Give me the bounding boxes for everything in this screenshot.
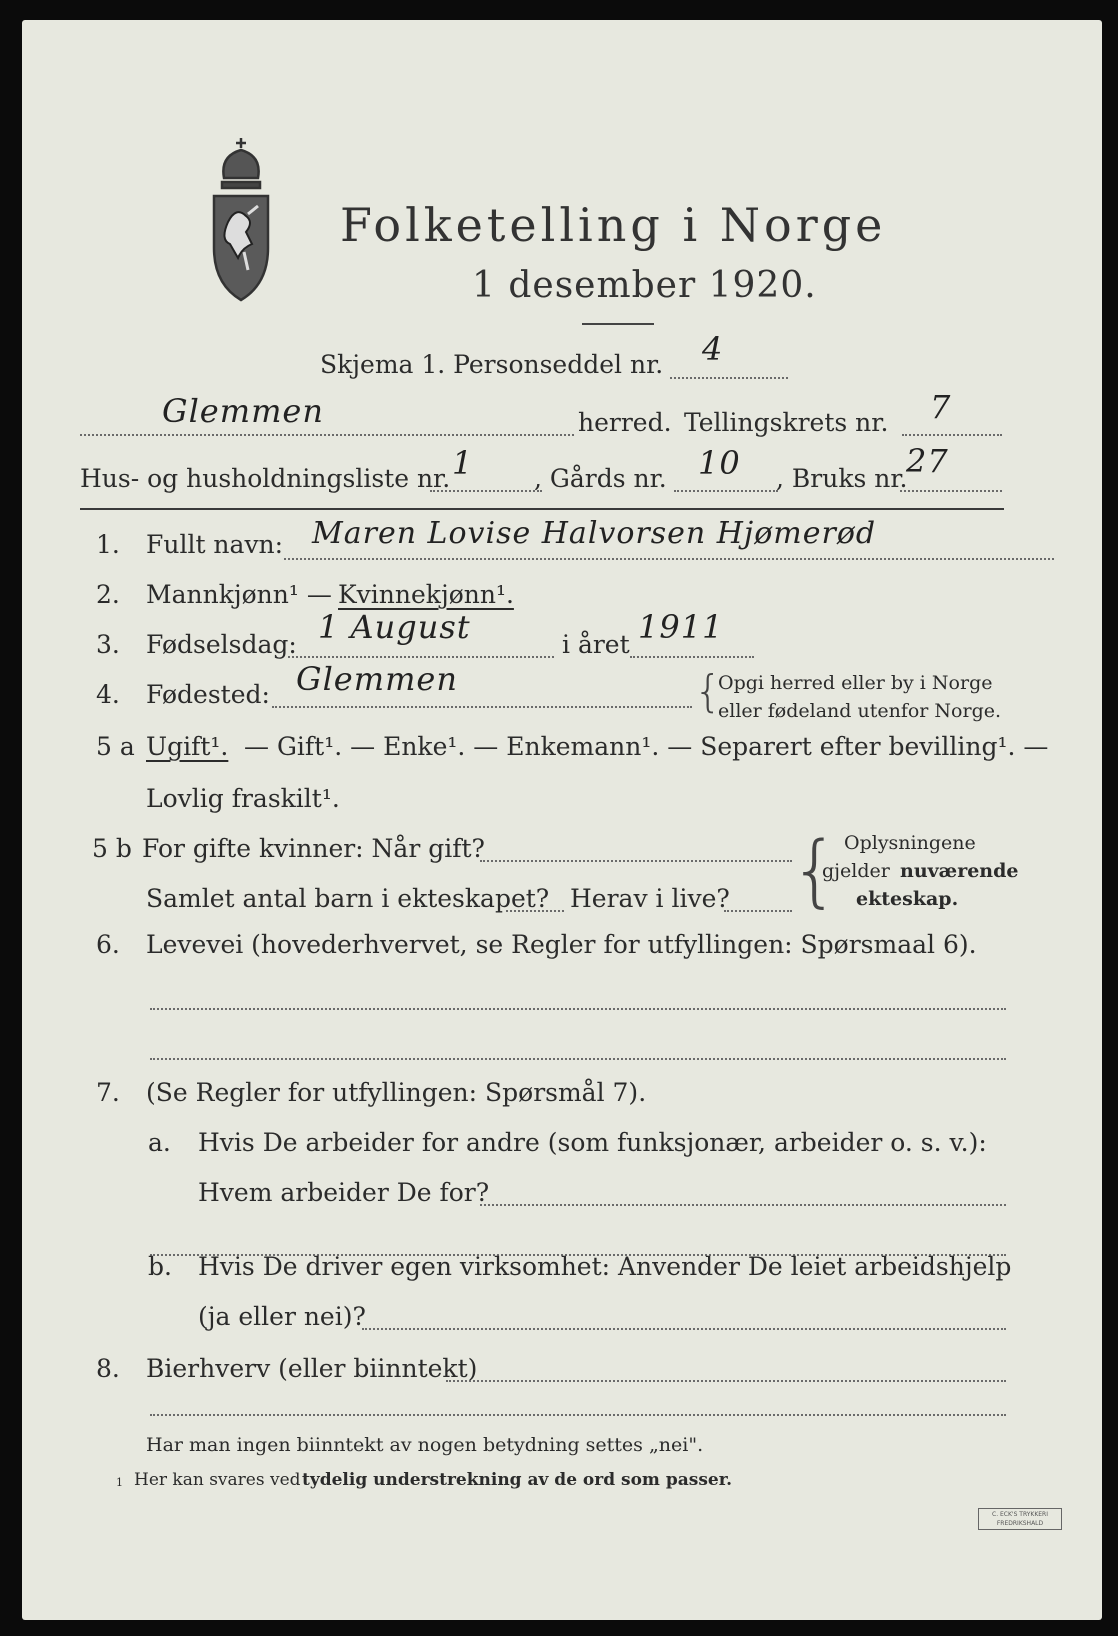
birthplace-value[interactable]: Glemmen [296, 660, 458, 698]
q5b-note-line2a: gjelder [822, 860, 890, 882]
gards-value[interactable]: 10 [698, 444, 741, 482]
q5a-number: 5 a [96, 732, 135, 761]
q4-line [272, 706, 692, 708]
q5a-ugift-selected[interactable]: Ugift¹. [146, 732, 229, 761]
q4-number: 4. [96, 680, 120, 709]
no-income-note: Har man ingen biinntekt av nogen betydning settes „nei". [146, 1434, 704, 1456]
q2-number: 2. [96, 580, 120, 609]
herred-value[interactable]: Glemmen [162, 392, 324, 430]
birthdate-value[interactable]: 1 August [318, 608, 471, 646]
skjema-label: Skjema 1. Personseddel nr. [320, 350, 664, 379]
printer-stamp-line2: FREDRIKSHALD [996, 1520, 1044, 1527]
q4-note-line2: eller fødeland utenfor Norge. [718, 700, 1002, 722]
q1-line [284, 558, 1054, 560]
footnote-mark: 1 [116, 1476, 123, 1489]
q6-label: Levevei (hovederhvervet, se Regler for utfyllingen: Spørsmaal 6). [146, 930, 977, 959]
q5b-children-line [506, 910, 564, 912]
q7b-letter: b. [148, 1252, 172, 1281]
husholdningsliste-value[interactable]: 1 [452, 444, 474, 482]
q6-line2 [150, 1058, 1006, 1060]
q5b-note-line3: ekteskap. [856, 888, 959, 910]
husholdningsliste-line [430, 490, 542, 492]
q5a-line2[interactable]: Lovlig fraskilt¹. [146, 784, 340, 813]
q5b-children-label: Samlet antal barn i ekteskapet? [146, 884, 550, 913]
q7b-answer-line [362, 1328, 1006, 1330]
bruks-value[interactable]: 27 [906, 442, 949, 480]
q2-mannkjonn[interactable]: Mannkjønn¹ — [146, 580, 332, 609]
q5a-options[interactable]: — Gift¹. — Enke¹. — Enkemann¹. — Separert efter bevilling¹. — [244, 732, 1049, 761]
q7a-line1: Hvis De arbeider for andre (som funksjonær, arbeider o. s. v.): [198, 1128, 987, 1157]
q7-number: 7. [96, 1078, 120, 1107]
gards-line [674, 490, 778, 492]
q3-number: 3. [96, 630, 120, 659]
bruks-line [900, 490, 1002, 492]
title-divider [582, 323, 654, 325]
q7a-answer-line [480, 1204, 1006, 1206]
footnote-text-a: Her kan svares ved [134, 1470, 301, 1490]
q5b-note-line2b: nuværende [900, 860, 1019, 882]
form-date: 1 desember 1920. [472, 265, 817, 306]
q8-number: 8. [96, 1354, 120, 1383]
q3-line [288, 656, 554, 658]
footnote-text-b: tydelig understrekning av de ord som passer. [302, 1470, 733, 1490]
printer-stamp-line1: C. ECK'S TRYKKERI [992, 1511, 1048, 1518]
birth-year-value[interactable]: 1911 [638, 608, 724, 646]
q3-year-line [630, 656, 754, 658]
gards-label: , Gårds nr. [534, 464, 667, 493]
q7b-line2: (ja eller nei)? [198, 1302, 366, 1331]
q3-label: Fødselsdag: [146, 630, 297, 659]
q6-line1 [150, 1008, 1006, 1010]
q5b-label: For gifte kvinner: Når gift? [142, 834, 485, 863]
q8-answer-line [446, 1380, 1006, 1382]
full-name-value[interactable]: Maren Lovise Halvorsen Hjømerød [312, 516, 877, 551]
q8-answer-line2 [150, 1414, 1006, 1416]
form-title: Folketelling i Norge [340, 198, 887, 252]
q8-label: Bierhverv (eller biinntekt) [146, 1354, 478, 1383]
q5b-brace: { [790, 826, 840, 916]
q5b-alive-line [724, 910, 792, 912]
q7a-letter: a. [148, 1128, 171, 1157]
q7-label: (Se Regler for utfyllingen: Spørsmål 7). [146, 1078, 647, 1107]
herred-line [80, 434, 574, 436]
q5b-number: 5 b [92, 834, 132, 863]
q4-brace: { [694, 666, 722, 717]
header-separator [80, 508, 1004, 510]
norway-coat-of-arms-icon [198, 132, 284, 312]
q4-label: Fødested: [146, 680, 270, 709]
q5b-note-line1: Oplysningene [844, 832, 976, 854]
q1-number: 1. [96, 530, 120, 559]
q5b-alive-label: Herav i live? [570, 884, 730, 913]
q5b-married-line [480, 860, 792, 862]
personseddel-nr-line [670, 377, 788, 379]
q6-number: 6. [96, 930, 120, 959]
tellingskrets-label: Tellingskrets nr. [684, 408, 889, 437]
personseddel-nr-value[interactable]: 4 [702, 330, 724, 368]
printer-stamp [978, 1508, 1062, 1530]
herred-label: herred. [578, 408, 672, 437]
q2-kvinnekjonn-selected[interactable]: Kvinnekjønn¹. [338, 580, 514, 609]
bruks-label: , Bruks nr. [776, 464, 908, 493]
census-form-sheet [22, 20, 1102, 1620]
tellingskrets-value[interactable]: 7 [930, 388, 952, 426]
husholdningsliste-label: Hus- og husholdningsliste nr. [80, 464, 451, 493]
q1-label: Fullt navn: [146, 530, 284, 559]
q7b-line1: Hvis De driver egen virksomhet: Anvender De leiet arbeidshjelp [198, 1252, 1012, 1281]
q4-note-line1: Opgi herred eller by i Norge [718, 672, 993, 694]
q7a-line2: Hvem arbeider De for? [198, 1178, 490, 1207]
tellingskrets-line [902, 434, 1002, 436]
q3-year-label: i året [562, 630, 630, 659]
